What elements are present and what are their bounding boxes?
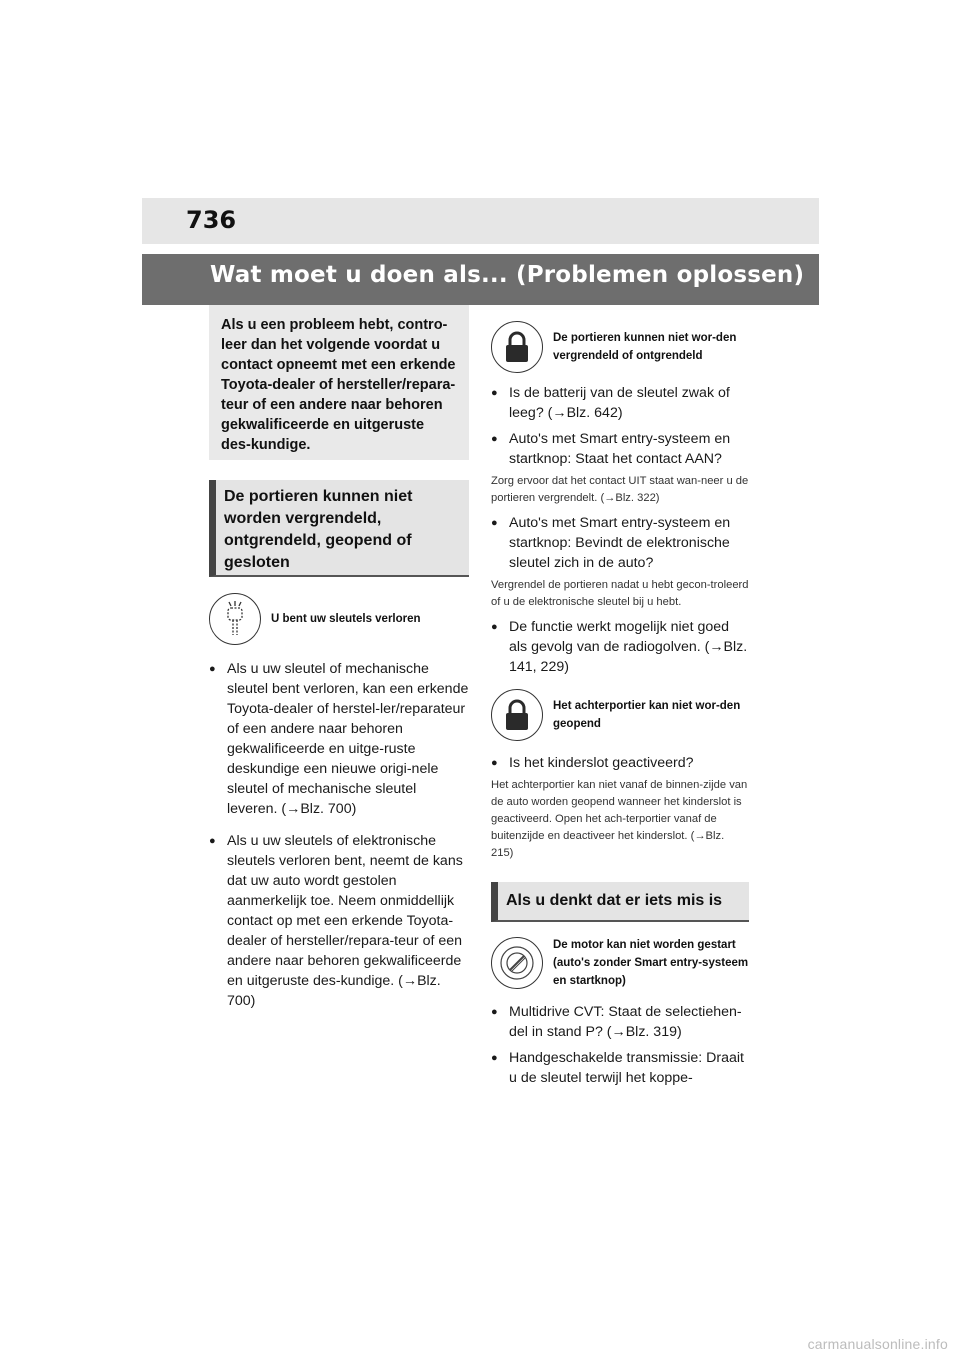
padlock-icon — [491, 321, 543, 373]
bullet-manual-transmission: ● Handgeschakelde transmissie: Draait u de sleutel terwijl het koppe- — [491, 1048, 749, 1088]
icon-row-doors-lock — [491, 321, 749, 373]
icon-row-lost-keys — [209, 593, 469, 645]
bullet-key-inside: ● Auto's met Smart entry-systeem en startknop: Bevindt de elektronische sleutel zich in de auto? — [491, 513, 749, 573]
section-heading-doors: De portieren kunnen niet worden vergrendeld, ontgrendeld, geopend of gesloten — [209, 480, 469, 577]
watermark: carmanualsonline.info — [807, 1336, 948, 1352]
note-ignition-off: Zorg ervoor dat het contact UIT staat wan-neer u de portieren vergrendelt. (→Blz. 322) — [491, 475, 749, 504]
page-number: 736 — [186, 206, 237, 234]
engine-start-label: De motor kan niet worden gestart (auto's zonder Smart entry-systeem en startknop) — [553, 939, 749, 987]
chapter-title: Wat moet u doen als... (Problemen oplossen) — [210, 262, 805, 288]
bullet-lost-mechanical-key: ● Als u uw sleutel of mechanische sleutel bent verloren, kan een erkende Toyota-dealer of herstel-ler/reparateur of een andere naar behoren gekwalificeerde en uitge-ruste deskundige een nieuwe origi-nele sleutel of mechanische sleutel leveren. (→Blz. 700) — [209, 659, 469, 819]
intro-box: Als u een probleem hebt, contro-leer dan het volgende voordat u contact opneemt met een erkende Toyota-dealer of hersteller/repara-teur of een andere naar behoren gekwalificeerde en uitgeruste des-kundige. — [209, 305, 469, 460]
bullet-key-battery: ● Is de batterij van de sleutel zwak of leeg? (→Blz. 642) — [491, 383, 749, 423]
chapter-title-bar — [142, 254, 819, 305]
bullet-radio-waves: ● De functie werkt mogelijk niet goed als gevolg van de radiogolven. (→Blz. 141, 229) — [491, 617, 749, 677]
padlock-icon — [491, 689, 543, 741]
rear-door-label: Het achterportier kan niet wor-den geopend — [553, 700, 741, 730]
icon-row-rear-door — [491, 689, 749, 741]
note-child-lock: Het achterportier kan niet vanaf de binnen-zijde van de auto worden geopend wanneer het kinderslot is geactiveerd. Open het ach-terportier vanaf de buitenzijde en deactiveer het kinderslot. (→Blz. 215) — [491, 779, 748, 859]
icon-row-engine-start — [491, 936, 749, 990]
key-icon — [209, 593, 261, 645]
doors-lock-label: De portieren kunnen niet wor-den vergrendeld of ontgrendeld — [553, 332, 737, 362]
page-number-bar — [142, 198, 819, 244]
right-column — [491, 305, 749, 1088]
bullet-multidrive: ● Multidrive CVT: Staat de selectiehen-del in stand P? (→Blz. 319) — [491, 1002, 749, 1042]
lost-keys-label: U bent uw sleutels verloren — [271, 613, 421, 625]
section-heading-something-wrong: Als u denkt dat er iets mis is — [491, 882, 749, 922]
note-check-key: Vergrendel de portieren nadat u hebt gecon-troleerd of u de elektronische sleutel bij u hebt. — [491, 579, 749, 608]
bullet-ignition-on: ● Auto's met Smart entry-systeem en startknop: Staat het contact AAN? — [491, 429, 749, 469]
bullet-child-lock: ● Is het kinderslot geactiveerd? — [491, 753, 749, 773]
bullet-lost-electronic-key: ● Als u uw sleutels of elektronische sleutels verloren bent, neemt de kans dat uw auto wordt gestolen aanmerkelijk toe. Neem onmiddellijk contact op met een erkende Toyota-dealer of hersteller/repara-teur of een andere naar behoren gekwalificeerde en uitgeruste des-kundige. (→Blz. 700) — [209, 831, 469, 1011]
ignition-switch-icon — [491, 937, 543, 989]
left-column — [209, 305, 469, 1011]
